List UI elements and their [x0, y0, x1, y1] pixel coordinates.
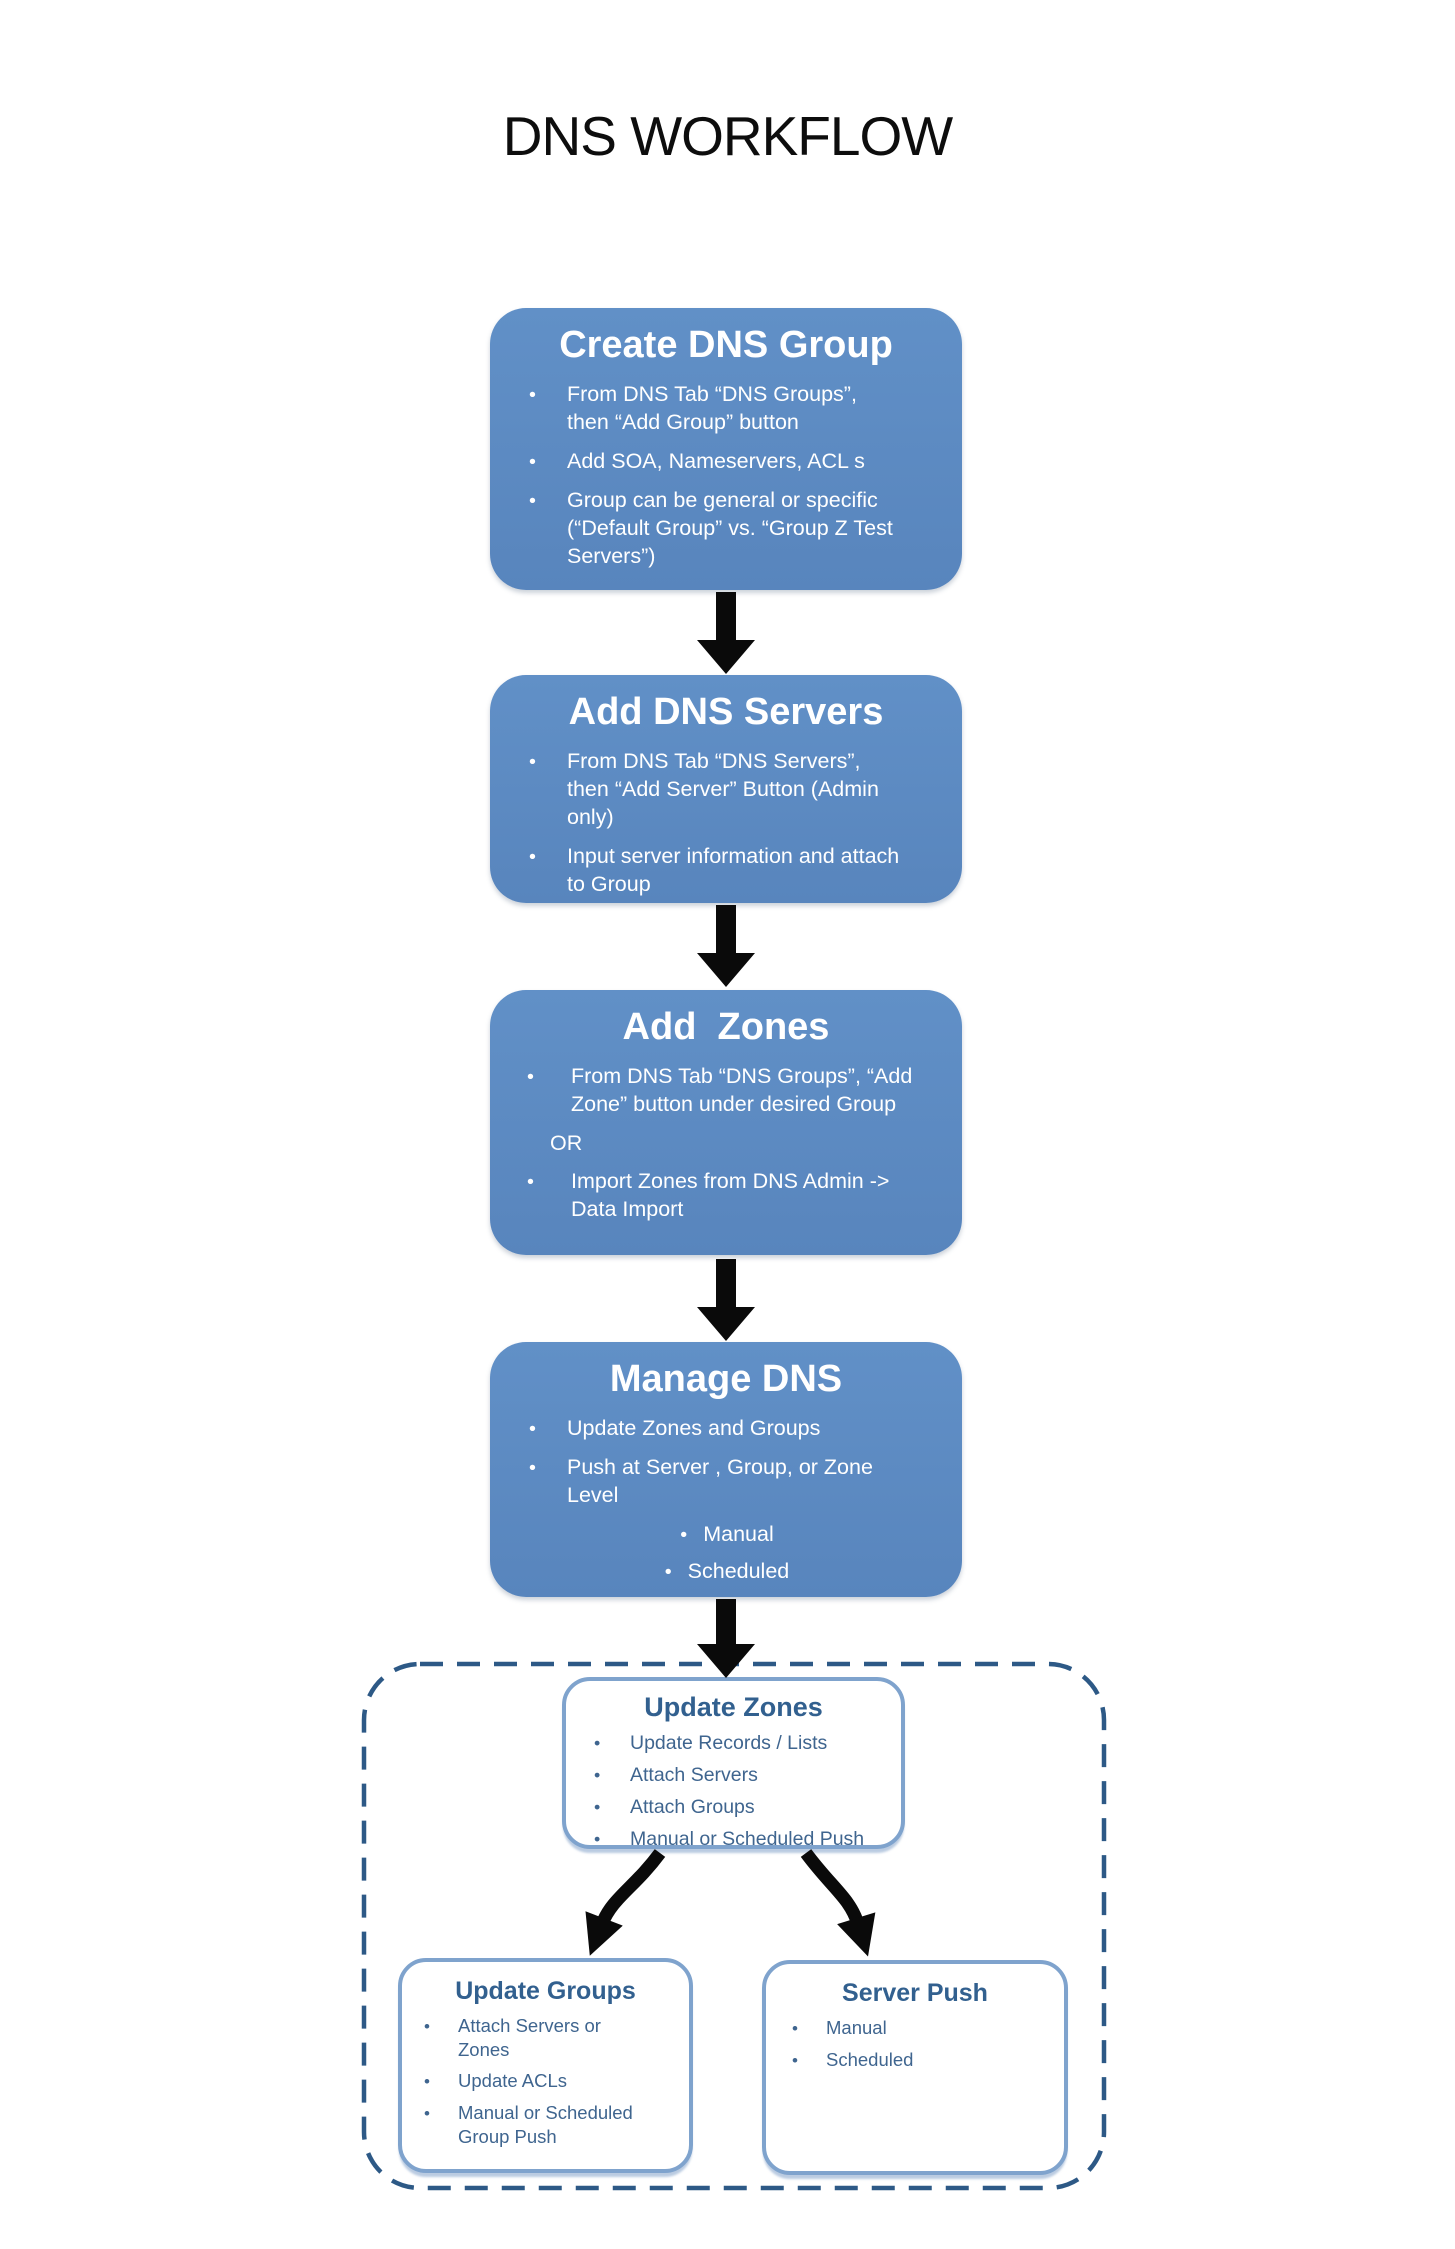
flow-box-add-zones [490, 990, 962, 1255]
sub-bullet-text: Manual [703, 1521, 774, 1546]
arrow-head [697, 953, 755, 987]
bullet-marker [586, 1763, 630, 1788]
down-arrow-icon [697, 1599, 755, 1678]
bullet-marker [418, 2101, 458, 2148]
bullet-item [586, 1731, 891, 1756]
bullet-marker [526, 1415, 567, 1443]
bullet-marker [526, 843, 567, 899]
bullet-item [526, 748, 902, 832]
bullet-marker [665, 1558, 672, 1586]
sub-bullet-text: Scheduled [687, 1558, 790, 1583]
bullet-item [526, 381, 902, 437]
bullet-marker [526, 448, 567, 476]
bullet-marker [524, 1168, 571, 1224]
bullet-item [586, 1795, 891, 1820]
page-title: DNS WORKFLOW [502, 105, 953, 167]
bullet-marker [786, 2048, 826, 2072]
bullet-marker [524, 1063, 571, 1119]
bullet-list [766, 2016, 1064, 2072]
down-arrow-icon [697, 905, 755, 987]
flow-box-title: Create DNS Group [559, 324, 893, 366]
curved-arrow-to-update-groups [602, 1853, 660, 1924]
arrow-shaft [716, 592, 736, 640]
bullet-item [526, 843, 902, 899]
bullet-marker [526, 381, 567, 437]
detail-box-title: Server Push [842, 1979, 988, 2007]
bullet-marker [526, 1454, 567, 1510]
bullet-marker [526, 748, 567, 832]
bullet-text: From DNS Tab “DNS Servers”, then “Add Server” Button (Admin only) [567, 749, 879, 829]
flow-box-create-dns-group [490, 308, 962, 590]
arrow-shaft [716, 905, 736, 953]
bullet-item [586, 1827, 891, 1852]
curved-arrow-to-server-push [806, 1853, 858, 1924]
bullet-text: Update ACLs [458, 2070, 568, 2092]
bullet-item [786, 2016, 1052, 2040]
bullet-marker [786, 2016, 826, 2040]
arrow-shaft [716, 1259, 736, 1307]
arrow-shaft [716, 1599, 736, 1644]
bullet-text: Push at Server , Group, or Zone Level [567, 1454, 873, 1507]
bullet-text: Attach Groups [630, 1795, 755, 1818]
bullet-marker [526, 487, 567, 571]
bullet-list [402, 2014, 689, 2148]
arrow-head [697, 1307, 755, 1341]
flow-box-title: Manage DNS [609, 1358, 843, 1400]
bullet-item [524, 1063, 913, 1119]
arrow-head [697, 1644, 755, 1678]
bullet-item [418, 2069, 647, 2093]
bullet-marker [680, 1521, 687, 1549]
bullet-text: From DNS Tab “DNS Groups”, “Add Zone” button under desired Group [571, 1064, 913, 1116]
bullet-item [526, 487, 902, 571]
bullet-text: Manual [826, 2017, 887, 2038]
bullet-text: Attach Servers [630, 1763, 758, 1786]
bullet-text: Scheduled [826, 2048, 914, 2070]
bullet-list [490, 1063, 962, 1224]
bullet-text: Input server information and attach to Group [567, 843, 900, 896]
detail-box-server-push [762, 1960, 1068, 2175]
sub-bullet-item [526, 1521, 928, 1549]
bullet-list [566, 1731, 901, 1852]
bullet-text: Update Zones and Groups [567, 1416, 821, 1440]
bullet-marker [586, 1795, 630, 1820]
arrow-head [697, 640, 755, 674]
detail-box-title: Update Groups [455, 1977, 636, 2005]
bullet-text: Manual or Scheduled Group Push [458, 2102, 633, 2147]
bullet-item [526, 448, 902, 476]
bullet-text: Import Zones from DNS Admin -> Data Import [571, 1168, 890, 1221]
bullet-item [418, 2014, 647, 2061]
detail-box-title: Update Zones [644, 1692, 823, 1722]
bullet-list [490, 381, 962, 571]
flow-box-manage-dns [490, 1342, 962, 1597]
bullet-text: Add SOA, Nameservers, ACL s [567, 448, 865, 473]
bullet-text: From DNS Tab “DNS Groups”, then “Add Group” button [567, 382, 857, 434]
bullet-item [418, 2101, 647, 2148]
bullet-marker [418, 2069, 458, 2093]
bullet-marker [418, 2014, 458, 2061]
bullet-text: Manual or Scheduled Push [630, 1827, 865, 1850]
flow-box-title: Add Zones [622, 1006, 830, 1048]
sub-bullet-item [526, 1558, 928, 1586]
bullet-text: Group can be general or specific (“Default Group” vs. “Group Z Test Servers”) [567, 487, 893, 568]
bullet-item [786, 2048, 1052, 2072]
down-arrow-icon [697, 1259, 755, 1341]
down-arrow-icon [697, 592, 755, 674]
bullet-marker [586, 1827, 630, 1852]
bullet-text: Attach Servers or Zones [458, 2015, 601, 2060]
or-label: OR [550, 1130, 583, 1155]
bullet-item [526, 1415, 928, 1443]
flow-box-title: Add DNS Servers [568, 691, 884, 733]
detail-box-update-zones [562, 1677, 905, 1849]
flow-box-add-dns-servers [490, 675, 962, 903]
bullet-list [490, 1415, 962, 1586]
bullet-item [526, 1454, 928, 1510]
bullet-list [490, 748, 962, 899]
bullet-item [586, 1763, 891, 1788]
bullet-marker [586, 1731, 630, 1756]
bullet-text: Update Records / Lists [630, 1732, 828, 1754]
bullet-item [524, 1168, 913, 1224]
detail-box-update-groups [398, 1958, 693, 2173]
